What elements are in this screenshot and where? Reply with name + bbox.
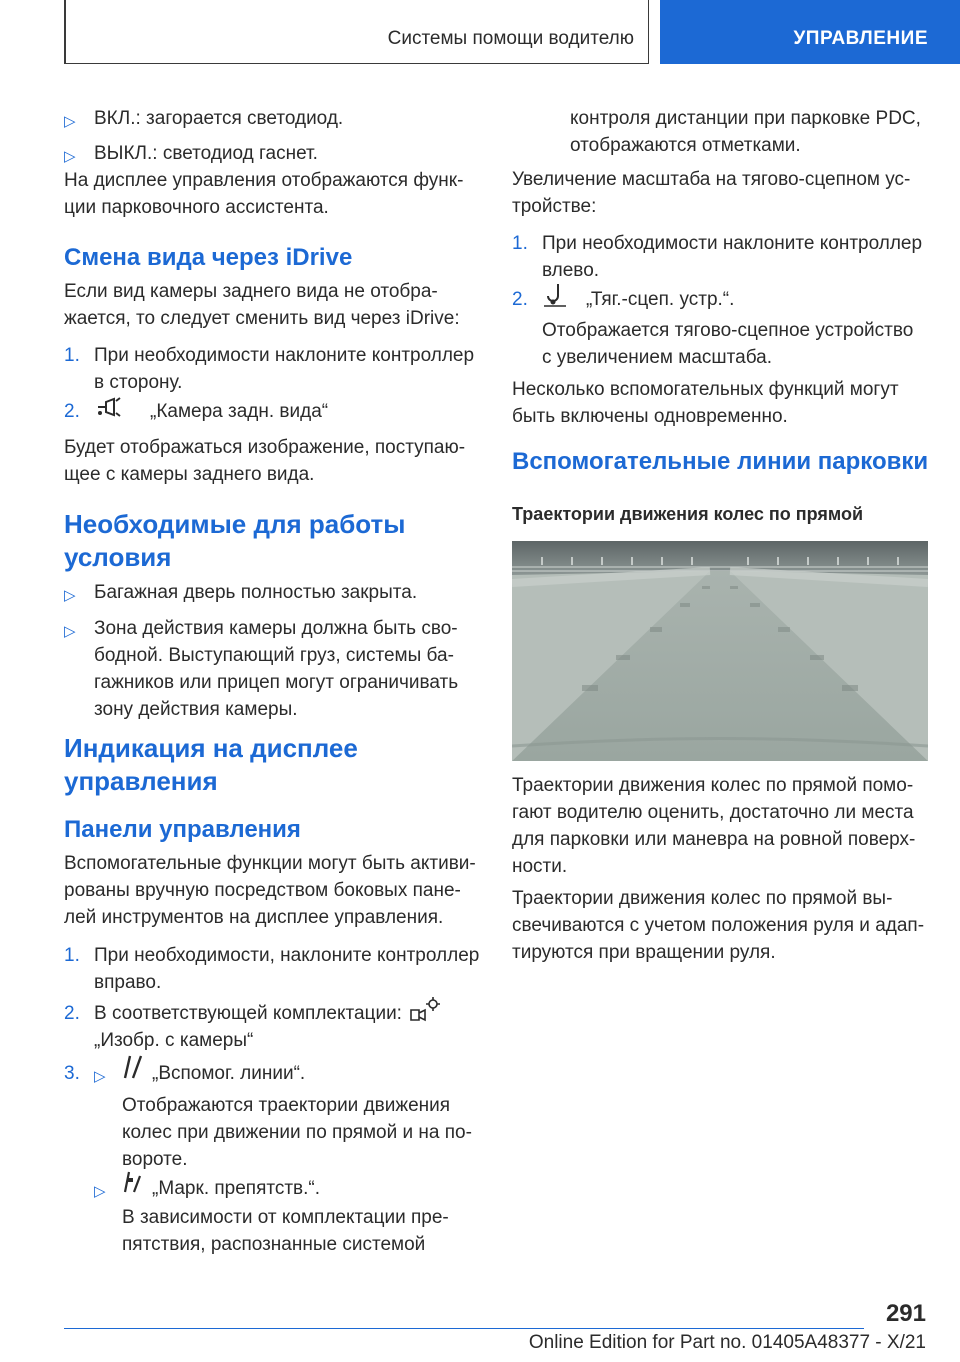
paragraph-line: быть включены одновременно. — [512, 406, 788, 427]
paragraph-line: тройстве: — [512, 196, 597, 217]
step-number: 1. — [512, 233, 528, 254]
heading-display: управления — [64, 766, 218, 796]
step-desc: вороте. — [122, 1149, 188, 1170]
paragraph-line: тируются при вращении руля. — [512, 942, 776, 963]
step-number: 1. — [64, 345, 80, 366]
bullet-text: гажников или прицеп могут ограничивать — [94, 672, 459, 693]
step-desc: Отображаются траектории движения — [122, 1095, 451, 1116]
step-text: „Камера задн. вида“ — [150, 401, 329, 422]
step-text: В соответствующей комплектации: — [94, 1003, 402, 1024]
rear-camera-icon — [94, 395, 124, 427]
bullet-text: Зона действия камеры должна быть сво- — [94, 618, 458, 639]
step-text: При необходимости, наклоните контроллер — [94, 945, 480, 966]
continued-text: отображаются отметками. — [570, 135, 801, 156]
paragraph-line: свечиваются с учетом положения руля и адап- — [512, 915, 925, 936]
page-number: 291 — [885, 1300, 926, 1327]
parking-guideline-illustration — [512, 541, 928, 761]
step-desc: колес при движении по прямой и на по- — [122, 1122, 472, 1143]
bullet-marker: ▷ — [64, 113, 76, 130]
paragraph-line: ции парковочного ассистента. — [64, 197, 329, 218]
header-section-box — [64, 0, 649, 64]
trailer-hitch-icon — [542, 282, 568, 316]
step-desc: В зависимости от комплектации пре- — [122, 1207, 449, 1228]
paragraph-line: лей инструментов на дисплее управления. — [64, 907, 444, 928]
heading-parking-lines: Вспомогательные линии парковки — [512, 448, 929, 475]
bullet-marker: ▷ — [64, 587, 76, 604]
bullet-marker: ▷ — [94, 1068, 106, 1085]
step-number: 2. — [64, 1003, 80, 1024]
header-section-title: Системы помощи водителю — [387, 28, 634, 49]
step-number: 1. — [64, 945, 80, 966]
step-desc: Отображается тягово-сцепное устройство — [542, 320, 914, 341]
paragraph-line: Вспомогательные функции могут быть активи- — [64, 853, 476, 874]
bullet-marker: ▷ — [64, 148, 76, 165]
paragraph-line: Несколько вспомогательных функций могут — [512, 379, 899, 400]
step-text: в сторону. — [94, 372, 183, 393]
step-text: При необходимости наклоните контроллер — [94, 345, 475, 366]
heading-trajectories: Траектории движения колес по прямой — [512, 504, 864, 524]
step-number: 3. — [64, 1063, 80, 1084]
paragraph-line: Увеличение масштаба на тягово-сцепном ус- — [512, 169, 911, 190]
step-number: 2. — [64, 401, 80, 422]
paragraph-line: Если вид камеры заднего вида не отобра- — [64, 281, 438, 302]
guide-lines-icon — [122, 1054, 144, 1088]
footer-divider — [64, 1328, 864, 1329]
continued-text: контроля дистанции при парковке PDC, — [570, 108, 921, 129]
header-chapter-tab — [660, 0, 960, 64]
bullet-marker: ▷ — [64, 623, 76, 640]
heading-display: Индикация на дисплее — [64, 733, 358, 763]
step-number: 2. — [512, 289, 528, 310]
camera-settings-icon — [408, 996, 440, 1032]
bullet-text: Багажная дверь полностью закрыта. — [94, 582, 418, 603]
paragraph-line: для парковки или маневра на ровной поверх- — [512, 829, 916, 850]
heading-idrive: Смена вида через iDrive — [64, 244, 353, 271]
step-text: При необходимости наклоните контроллер — [542, 233, 923, 254]
paragraph-line: Будет отображаться изображение, поступаю- — [64, 437, 466, 458]
step-text: вправо. — [94, 972, 162, 993]
bullet-off: ВЫКЛ.: светодиод гаснет. — [94, 143, 318, 164]
step-text: „Марк. препятств.“. — [152, 1178, 321, 1199]
paragraph-line: ности. — [512, 856, 568, 877]
paragraph-line: рованы вручную посредством боковых пане- — [64, 880, 461, 901]
step-text: „Тяг.-сцеп. устр.“. — [586, 289, 735, 310]
paragraph-line: На дисплее управления отображаются функ- — [64, 170, 464, 191]
header-chapter-title: УПРАВЛЕНИЕ — [793, 28, 928, 49]
step-text: „Вспомог. линии“. — [152, 1063, 306, 1084]
step-desc: пятствия, распознанные системой — [122, 1234, 426, 1255]
footer-edition: Online Edition for Part no. 01405A48377 - X/21 — [528, 1332, 926, 1353]
bullet-on: ВКЛ.: загорается светодиод. — [94, 108, 344, 129]
bullet-text: зону действия камеры. — [94, 699, 298, 720]
heading-requirements: условия — [64, 542, 172, 572]
paragraph-line: гают водителю оценить, достаточно ли места — [512, 802, 914, 823]
paragraph-line: Траектории движения колес по прямой вы- — [512, 888, 893, 909]
step-text: „Изобр. с камеры“ — [94, 1030, 254, 1051]
bullet-marker: ▷ — [94, 1183, 106, 1200]
obstacle-marker-icon — [122, 1168, 144, 1202]
paragraph-line: жается, то следует сменить вид через iDrive: — [64, 308, 460, 329]
step-text: влево. — [542, 260, 600, 281]
paragraph-line: Траектории движения колес по прямой помо- — [512, 775, 914, 796]
heading-requirements: Необходимые для работы — [64, 509, 406, 539]
paragraph-line: щее с камеры заднего вида. — [64, 464, 315, 485]
heading-panels: Панели управления — [64, 816, 301, 843]
bullet-text: бодной. Выступающий груз, системы ба- — [94, 645, 454, 666]
step-desc: с увеличением масштаба. — [542, 347, 772, 368]
